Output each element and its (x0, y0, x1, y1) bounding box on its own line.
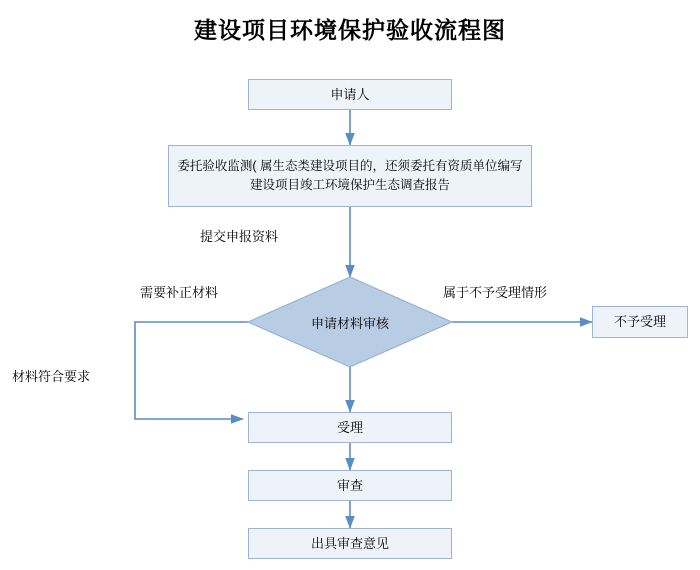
edge-label-submit-materials: 提交申报资料 (200, 229, 279, 244)
node-examine-label: 审查 (336, 477, 363, 493)
page-title: 建设项目环境保护验收流程图 (194, 17, 506, 43)
node-issue-opinion-label: 出具审查意见 (310, 535, 389, 551)
node-entrust-monitoring[interactable] (168, 145, 532, 207)
node-applicant-label: 申请人 (330, 86, 370, 102)
node-accept-label: 受理 (336, 419, 363, 435)
node-accept[interactable] (248, 412, 452, 443)
decision-review-label: 申请材料审核 (310, 315, 389, 331)
node-entrust-monitoring-label: 委托验收监测( 属生态类建设项目的，还须委托有资质单位编写建设项目竣工环境保护生态调查报告 (177, 158, 523, 192)
edge-label-meets-requirement: 材料符合要求 (12, 369, 91, 384)
node-examine[interactable] (248, 470, 452, 501)
decision-review-shape (248, 277, 452, 367)
edge-label-need-correction: 需要补正材料 (140, 285, 219, 300)
edge-label-not-accepted-case: 属于不予受理情形 (443, 285, 548, 300)
node-issue-opinion[interactable] (248, 528, 452, 559)
node-applicant[interactable] (248, 79, 452, 110)
node-reject-label: 不予受理 (613, 314, 666, 330)
connector-review-loop-to-accept (135, 322, 248, 419)
node-reject[interactable] (592, 306, 688, 338)
